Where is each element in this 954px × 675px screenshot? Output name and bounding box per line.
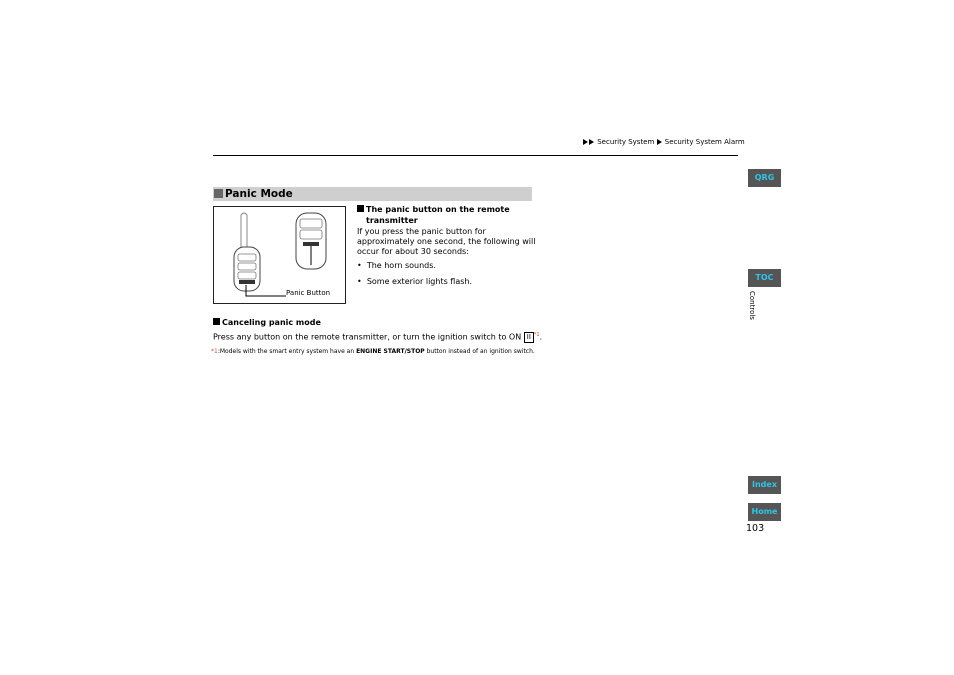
canceling-body-text: Press any button on the remote transmitter, or turn the ignition switch to ON [213,332,522,342]
section-title-bar [213,187,532,201]
panic-button-heading [357,205,542,216]
canceling-end: . [539,332,543,342]
footnote-ref[interactable]: *1 [533,331,540,338]
index-button[interactable]: Index [748,476,781,494]
figure-callout-label: Panic Button [286,289,331,297]
header-rule [213,155,738,156]
footnote-text-before: :Models with the smart entry system have an [217,348,357,355]
breadcrumb-level2[interactable]: Security System Alarm [664,138,745,146]
page-number: 103 [746,523,765,534]
heading-square-icon [213,318,220,325]
footnote-marker: *1 [211,348,218,355]
breadcrumb-level1[interactable]: Security System [597,138,655,146]
list-item: • Some exterior lights flash. [357,277,473,286]
canceling-section [213,318,543,343]
list-item: • The horn sounds. [357,261,436,270]
canceling-body [213,330,543,344]
ignition-on-symbol: II [524,332,534,343]
heading-square-icon [357,205,364,212]
panic-button-info [357,205,542,257]
arrow-right-icon [589,139,594,145]
toc-button[interactable]: TOC [748,269,781,287]
canceling-heading [213,318,543,329]
qrg-button[interactable]: QRG [748,169,781,187]
footnote-button-name: ENGINE START/STOP [356,348,425,355]
canceling-heading-text: Canceling panic mode [222,318,321,327]
panic-body-line1: If you press the panic button for [357,227,486,236]
bullet-horn: The horn sounds. [366,261,436,270]
panic-heading-line1: The panic button on the remote [366,205,510,214]
arrow-right-icon [583,139,588,145]
panic-body-line2: approximately one second, the following will [357,237,536,246]
footnote-text-after: button instead of an ignition switch. [424,348,535,355]
section-square-icon [214,189,223,198]
arrow-right-icon [657,139,662,145]
panic-heading-line2: transmitter [366,215,418,225]
section-title: Panic Mode [225,188,293,200]
bullet-lights: Some exterior lights flash. [366,277,473,286]
remote-transmitter-illustration [213,206,346,304]
breadcrumb [583,138,745,146]
home-button[interactable]: Home [748,503,781,521]
footnote [211,348,535,355]
controls-side-label: Controls [748,291,756,320]
panic-body-line3: occur for about 30 seconds: [357,247,469,256]
